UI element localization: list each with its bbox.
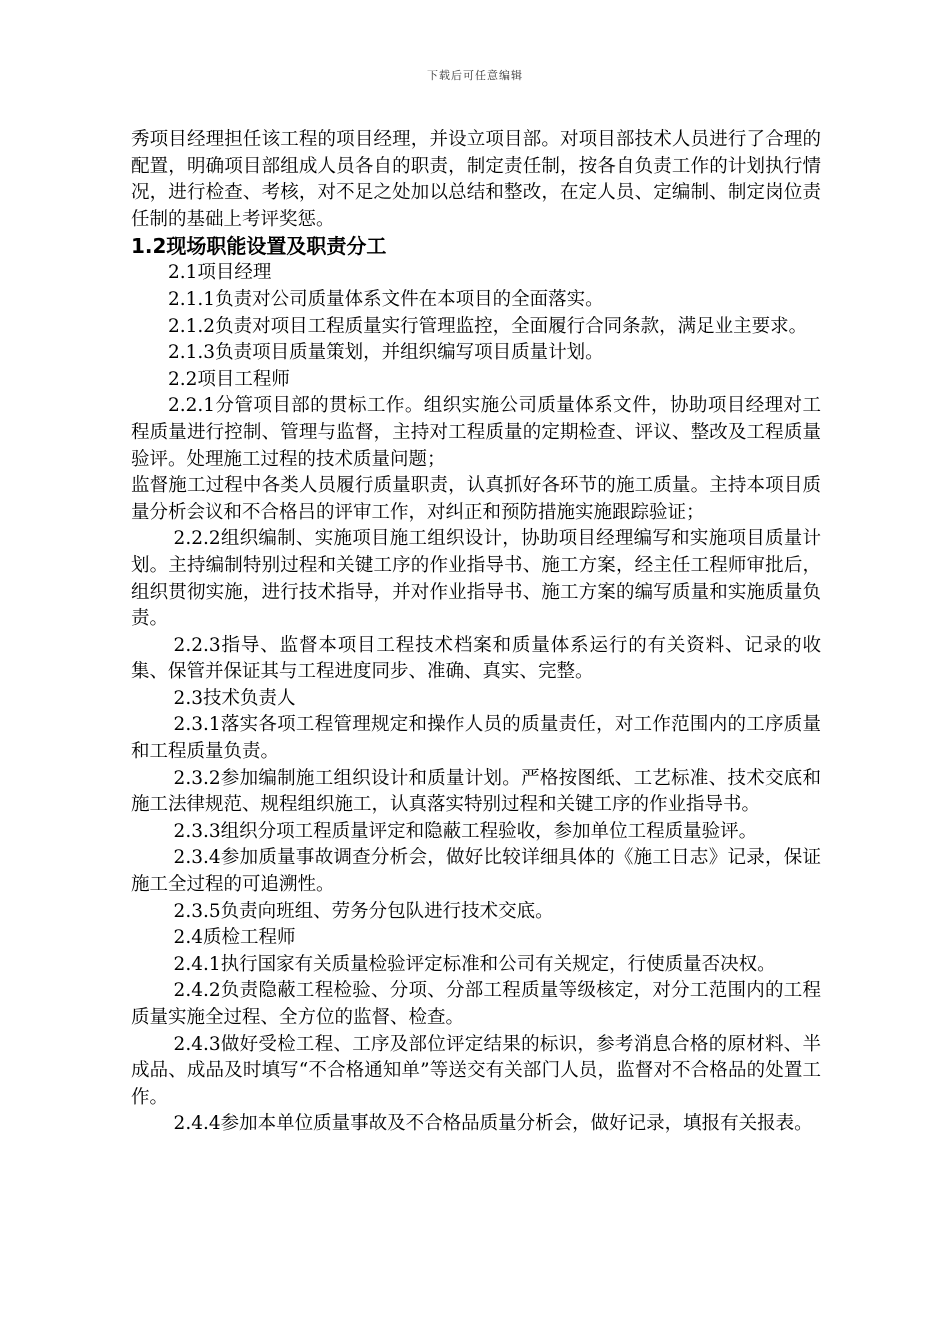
subsection-heading: 2.1项目经理: [168, 262, 272, 284]
paragraph: 2.4.4参加本单位质量事故及不合格品质量分析会，做好记录，填报有关报表。: [173, 1113, 813, 1135]
page-header: 下载后可任意编辑: [427, 69, 523, 82]
paragraph: 2.3.3组织分项工程质量评定和隐蔽工程验收，参加单位工程质量验评。: [173, 820, 758, 842]
paragraph: 2.2.3指导、监督本项目工程技术档案和质量体系运行的有关资料、记录的收集、保管并保证其与工程进度同步、准确、真实、完整。: [131, 634, 821, 683]
paragraph: 2.3.1落实各项工程管理规定和操作人员的质量责任，对工作范围内的工序质量和工程质量负责。: [131, 714, 821, 763]
document-body: [131, 127, 821, 1138]
paragraph: 监督施工过程中各类人员履行质量职责，认真抓好各环节的施工质量。主持本项目质量分析会议和不合格吕的评审工作，对纠正和预防措施实施跟踪验证；: [131, 475, 821, 523]
paragraph: 2.1.1负责对公司质量体系文件在本项目的全面落实。: [168, 288, 604, 310]
intro-paragraph: 秀项目经理担任该工程的项目经理，并设立项目部。对项目部技术人员进行了合理的配置，明确项目部组成人员各自的职责，制定责任制，按各自负责工作的计划执行情况，进行检查、考核，对不足之处加以总结和整改，在定人员、定编制、制定岗位责任制的基础上考评奖惩。: [131, 129, 821, 230]
paragraph: 2.3.5负责向班组、劳务分包队进行技术交底。: [173, 900, 554, 922]
paragraph: 2.4.1执行国家有关质量检验评定标准和公司有关规定，行使质量否决权。: [173, 953, 776, 975]
paragraph: 2.3.4参加质量事故调查分析会，做好比较详细具体的《施工日志》记录，保证施工全过程的可追溯性。: [131, 847, 821, 896]
section-title: 1.2现场职能设置及职责分工: [131, 234, 387, 259]
paragraph: 2.2.2组织编制、实施项目施工组织设计，协助项目经理编写和实施项目质量计划。主持编制特别过程和关键工序的作业指导书、施工方案，经主任工程师审批后，组织贯彻实施，进行技术指导，并对作业指导书、施工方案的编写质量和实施质量负责。: [131, 528, 821, 630]
paragraph: 2.1.3负责项目质量策划，并组织编写项目质量计划。: [168, 342, 604, 364]
paragraph: 2.4.2负责隐蔽工程检验、分项、分部工程质量等级核定，对分工范围内的工程质量实施全过程、全方位的监督、检查。: [131, 980, 821, 1028]
subsection-heading: 2.3技术负责人: [173, 687, 296, 709]
paragraph: 2.2.1分管项目部的贯标工作。组织实施公司质量体系文件，协助项目经理对工程质量进行控制、管理与监督，主持对工程质量的定期检查、评议、整改及工程质量验评。处理施工过程的技术质量问题；: [131, 395, 821, 470]
paragraph: 2.3.2参加编制施工组织设计和质量计划。严格按图纸、工艺标准、技术交底和施工法律规范、规程组织施工，认真落实特别过程和关键工序的作业指导书。: [131, 767, 821, 816]
paragraph: 2.4.3做好受检工程、工序及部位评定结果的标识，参考消息合格的原材料、半成品、成品及时填写“不合格通知单”等送交有关部门人员，监督对不合格品的处置工作。: [131, 1033, 821, 1108]
subsection-heading: 2.4质检工程师: [173, 927, 296, 949]
paragraph: 2.1.2负责对项目工程质量实行管理监控，全面履行合同条款，满足业主要求。: [168, 315, 808, 337]
subsection-heading: 2.2项目工程师: [168, 368, 290, 390]
